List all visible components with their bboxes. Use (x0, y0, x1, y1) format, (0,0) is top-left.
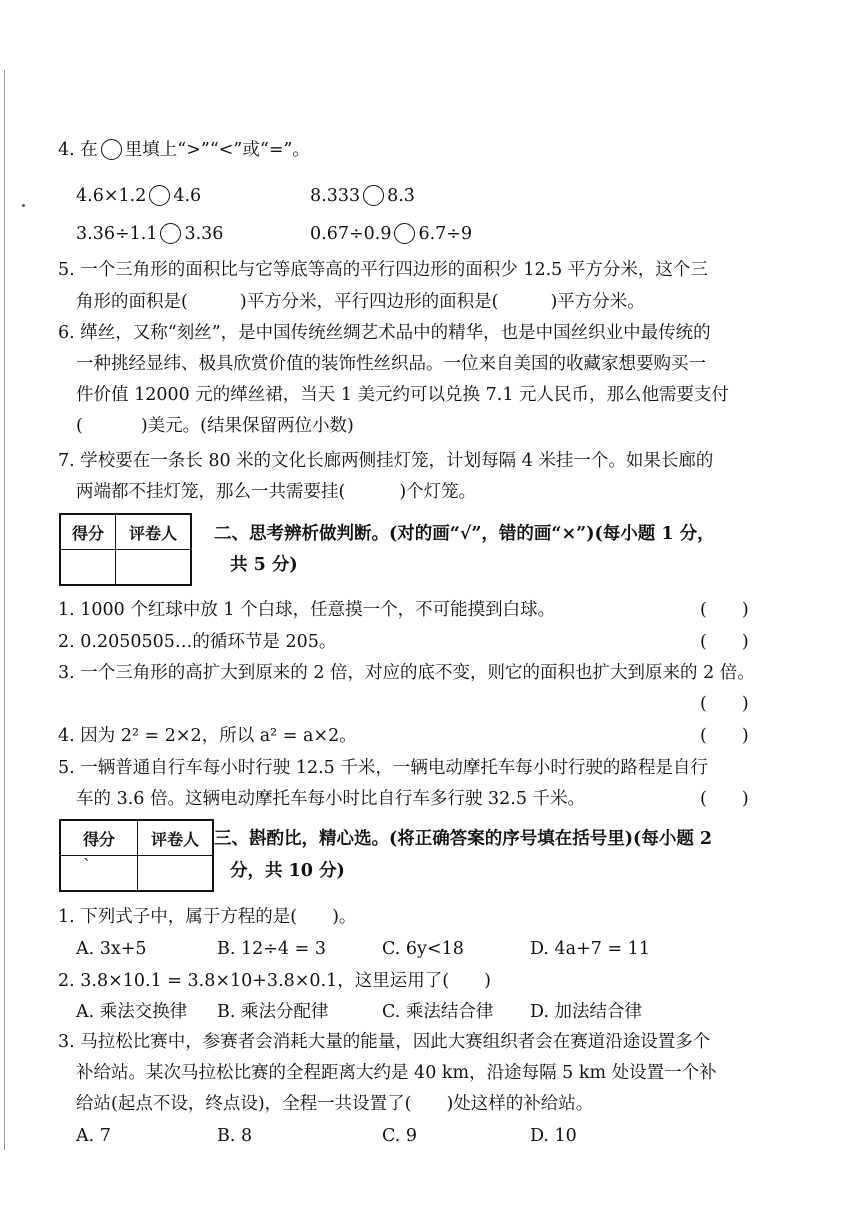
stray-mark: ` (83, 856, 91, 875)
mc-q1-option-a[interactable]: A. 3x+5 (76, 939, 147, 959)
mc-q2-option-b[interactable]: B. 乘法分配律 (217, 1002, 329, 1022)
mc-q1-stem: 1. 下列式子中，属于方程的是( )。 (58, 907, 357, 927)
compare-circle-3[interactable] (160, 223, 181, 244)
mc-q3-line-2: 补给站。某次马拉松比赛的全程距离大约是 40 km，沿途每隔 5 km 处设置一个补 (76, 1063, 717, 1083)
stray-dot (22, 204, 25, 207)
section-3-title-cont: 分，共 10 分) (230, 861, 345, 881)
score-cell[interactable] (60, 550, 116, 586)
tf-item-4: 4. 因为 2² = 2×2，所以 a² = a×2。 (58, 726, 357, 746)
score-header: 得分 (60, 514, 116, 550)
compare-circle-1[interactable] (149, 185, 170, 206)
score-cell[interactable] (60, 856, 138, 892)
q5-line-2-b: )平方分米，平行四边形的面积是( (239, 292, 499, 312)
q4-item-3-right: 3.36 (184, 224, 224, 244)
q4-item-2-left: 8.333 (310, 186, 361, 206)
q4-item-4-left: 0.67÷0.9 (310, 224, 392, 244)
q4-prompt-start: 4. 在 (58, 140, 98, 160)
q4-item-3-left: 3.36÷1.1 (76, 224, 158, 244)
reviewer-cell[interactable] (116, 550, 192, 586)
tf-answer-4[interactable]: ( ) (700, 726, 749, 746)
score-header: 得分 (60, 820, 138, 856)
score-box-section-3 (59, 819, 214, 892)
tf-item-3: 3. 一个三角形的高扩大到原来的 2 倍，对应的底不变，则它的面积也扩大到原来的 2 倍。 (58, 663, 755, 683)
mc-q3-line-3: 给站(起点不设，终点设)，全程一共设置了( )处这样的补给站。 (76, 1094, 594, 1114)
tf-item-2: 2. 0.2050505…的循环节是 205。 (58, 632, 337, 652)
reviewer-header: 评卷人 (116, 514, 192, 550)
q4-item-1 (76, 184, 201, 208)
q6-line-2: 一种挑经显纬、极具欣赏价值的装饰性丝织品。一位来自美国的收藏家想要购买一 (76, 354, 706, 374)
q6-line-1: 6. 缂丝，又称“刻丝”，是中国传统丝绸艺术品中的精华，也是中国丝织业中最传统的 (58, 323, 711, 343)
compare-circle-4[interactable] (394, 223, 415, 244)
mc-q2-option-d[interactable]: D. 加法结合律 (530, 1002, 643, 1022)
mc-q3-option-c[interactable]: C. 9 (382, 1126, 418, 1146)
q5-line-1: 5. 一个三角形的面积比与它等底等高的平行四边形的面积少 12.5 平方分米，这个三 (58, 260, 708, 280)
tf-answer-2[interactable]: ( ) (700, 632, 749, 652)
q7-line-2-b: )个灯笼。 (399, 482, 477, 502)
q4-item-2 (310, 184, 415, 208)
mc-q2-option-c[interactable]: C. 乘法结合律 (382, 1002, 494, 1022)
compare-circle-2[interactable] (363, 185, 384, 206)
section-2-title-cont: 共 5 分) (230, 555, 298, 575)
mc-q1-option-b[interactable]: B. 12÷4 = 3 (217, 939, 326, 959)
score-box-section-2 (59, 513, 192, 586)
mc-q3-option-a[interactable]: A. 7 (76, 1126, 111, 1146)
q4-item-4-right: 6.7÷9 (418, 224, 473, 244)
tf-item-5: 5. 一辆普通自行车每小时行驶 12.5 千米，一辆电动摩托车每小时行驶的路程是自行 (58, 758, 708, 778)
mc-q1-option-d[interactable]: D. 4a+7 = 11 (530, 939, 650, 959)
mc-q1-option-c[interactable]: C. 6y<18 (382, 939, 464, 959)
tf-answer-1[interactable]: ( ) (700, 600, 749, 620)
q7-line-1: 7. 学校要在一条长 80 米的文化长廊两侧挂灯笼，计划每隔 4 米挂一个。如果长廊的 (58, 451, 714, 471)
q7-line-2 (76, 480, 476, 504)
q4-prompt (58, 138, 310, 162)
q6-line-4-a: ( (76, 416, 83, 436)
tf-answer-3[interactable]: ( ) (700, 694, 749, 714)
q7-line-2-a: 两端都不挂灯笼，那么一共需要挂( (76, 482, 346, 502)
q4-item-4 (310, 222, 472, 246)
reviewer-header: 评卷人 (138, 820, 214, 856)
mc-q2-stem: 2. 3.8×10.1 = 3.8×10+3.8×0.1，这里运用了( ) (58, 971, 491, 991)
q5-line-2 (76, 290, 645, 314)
q4-item-1-left: 4.6×1.2 (76, 186, 147, 206)
q5-line-2-a: 角形的面积是( (76, 292, 188, 312)
q6-line-4-b: )美元。(结果保留两位小数) (140, 416, 354, 436)
mc-q2-option-a[interactable]: A. 乘法交换律 (76, 1002, 188, 1022)
q4-item-1-right: 4.6 (173, 186, 202, 206)
circle-icon (101, 139, 122, 160)
mc-q3-option-d[interactable]: D. 10 (530, 1126, 577, 1146)
tf-item-1: 1. 1000 个红球中放 1 个白球，任意摸一个，不可能摸到白球。 (58, 600, 556, 620)
q4-item-3 (76, 222, 223, 246)
q6-line-3: 件价值 12000 元的缂丝裙，当天 1 美元约可以兑换 7.1 元人民币，那么他需要支付 (76, 385, 730, 405)
q6-line-4 (76, 414, 354, 438)
q4-prompt-end: 里填上“>”“<”或“=”。 (124, 140, 310, 160)
mc-q3-option-b[interactable]: B. 8 (217, 1126, 253, 1146)
tf-answer-5[interactable]: ( ) (700, 789, 749, 809)
q4-item-2-right: 8.3̇ (387, 186, 415, 206)
tf-item-5-cont: 车的 3.6 倍。这辆电动摩托车每小时比自行车多行驶 32.5 千米。 (76, 789, 586, 809)
section-2-title: 二、思考辨析做判断。(对的画“√”，错的画“×”)(每小题 1 分， (214, 524, 715, 544)
page-edge-line (4, 70, 5, 1150)
section-3-title: 三、斟酌比，精心选。(将正确答案的序号填在括号里)(每小题 2 (214, 829, 713, 849)
mc-q3-line-1: 3. 马拉松比赛中，参赛者会消耗大量的能量，因此大赛组织者会在赛道沿途设置多个 (58, 1032, 711, 1052)
q5-line-2-c: )平方分米。 (550, 292, 645, 312)
reviewer-cell[interactable] (138, 856, 214, 892)
